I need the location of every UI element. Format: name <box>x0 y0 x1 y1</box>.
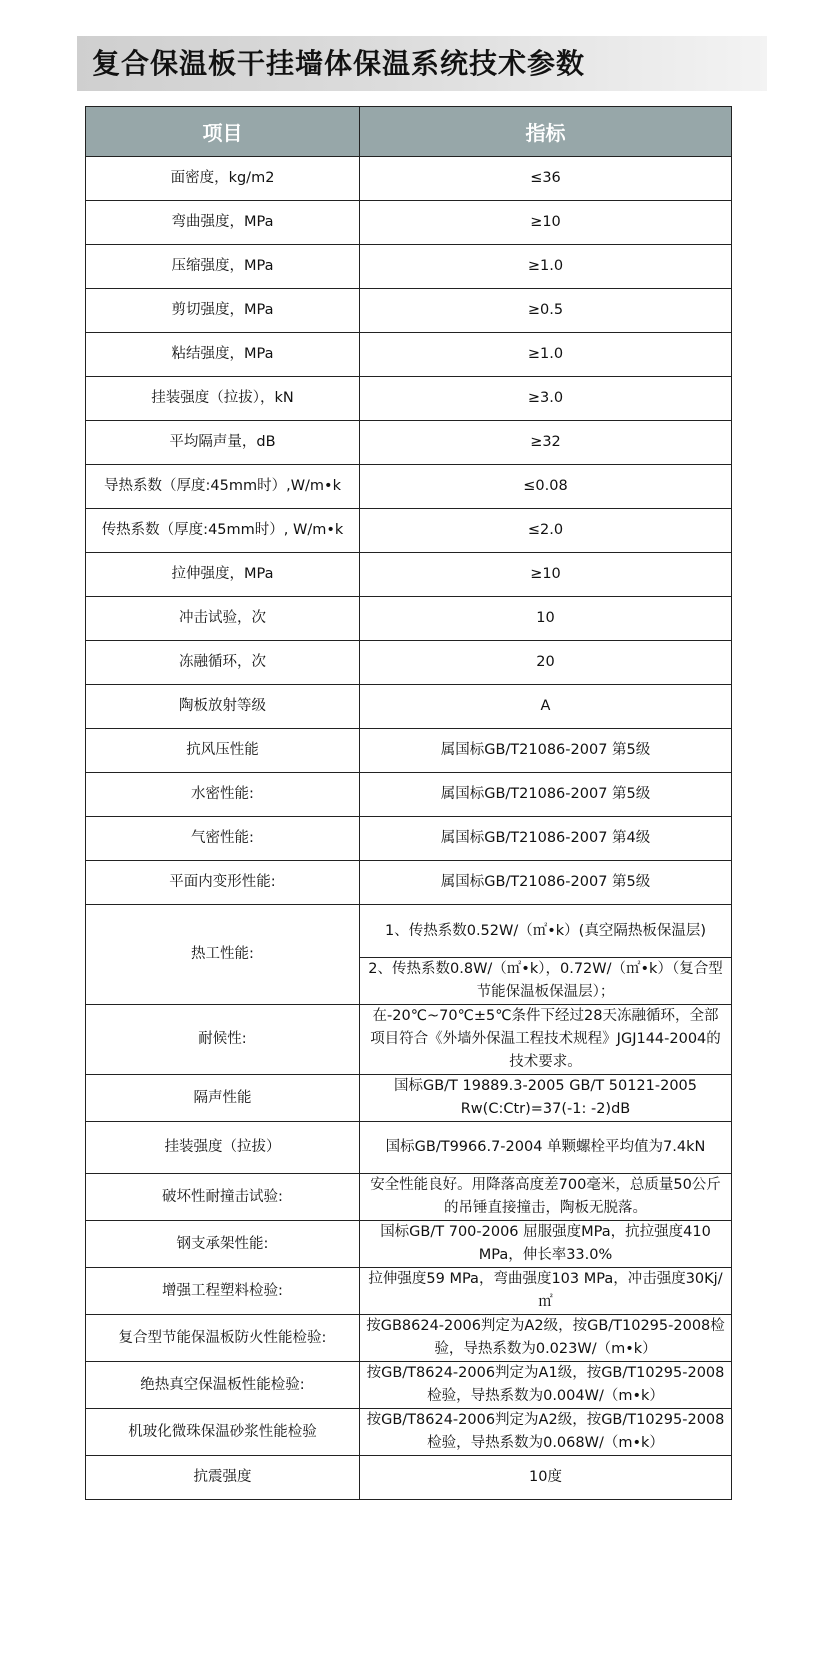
value-cell: ≥3.0 <box>360 377 732 421</box>
table-row <box>86 421 732 465</box>
table-row <box>86 201 732 245</box>
value-cell: 按GB/T8624-2006判定为A2级，按GB/T10295-2008检验，导热系数为0.068W/（m•k） <box>360 1409 732 1456</box>
table-row <box>86 1122 732 1174</box>
table-row <box>86 333 732 377</box>
table-row <box>86 289 732 333</box>
page-title: 复合保温板干挂墙体保温系统技术参数 <box>92 47 586 80</box>
item-cell: 水密性能: <box>86 773 360 817</box>
item-cell: 隔声性能 <box>86 1075 360 1122</box>
item-cell: 挂装强度（拉拔），kN <box>86 377 360 421</box>
value-cell: 属国标GB/T21086-2007 第4级 <box>360 817 732 861</box>
value-cell: 10 <box>360 597 732 641</box>
item-cell: 耐候性: <box>86 1005 360 1075</box>
item-cell: 抗风压性能 <box>86 729 360 773</box>
item-cell: 陶板放射等级 <box>86 685 360 729</box>
item-cell: 传热系数（厚度:45mm时）, W/m•k <box>86 509 360 553</box>
value-cell: ≥0.5 <box>360 289 732 333</box>
value-cell: ≥1.0 <box>360 245 732 289</box>
value-cell: ≥32 <box>360 421 732 465</box>
header-value: 指标 <box>360 107 732 157</box>
item-cell: 压缩强度，MPa <box>86 245 360 289</box>
value-cell: 拉伸强度59 MPa，弯曲强度103 MPa，冲击强度30Kj/㎡ <box>360 1268 732 1315</box>
item-cell: 抗震强度 <box>86 1456 360 1500</box>
value-cell: 1、传热系数0.52W/（㎡•k）(真空隔热板保温层) <box>360 905 732 958</box>
item-cell: 弯曲强度，MPa <box>86 201 360 245</box>
table-row <box>86 1315 732 1362</box>
table-row <box>86 685 732 729</box>
table-row <box>86 641 732 685</box>
value-cell: 按GB/T8624-2006判定为A1级，按GB/T10295-2008检验，导热系数为0.004W/（m•k） <box>360 1362 732 1409</box>
value-cell: 国标GB/T 700-2006 屈服强度MPa，抗拉强度410 MPa，伸长率33.0% <box>360 1221 732 1268</box>
value-cell: 国标GB/T 19889.3-2005 GB/T 50121-2005 Rw(C:Ctr)=37(-1: -2)dB <box>360 1075 732 1122</box>
item-cell: 绝热真空保温板性能检验: <box>86 1362 360 1409</box>
value-cell: 10度 <box>360 1456 732 1500</box>
table-row <box>86 1362 732 1409</box>
table-row <box>86 1409 732 1456</box>
table-row <box>86 245 732 289</box>
item-cell: 钢支承架性能: <box>86 1221 360 1268</box>
item-cell: 冲击试验，次 <box>86 597 360 641</box>
item-cell: 气密性能: <box>86 817 360 861</box>
value-cell: ≤2.0 <box>360 509 732 553</box>
value-cell: 2、传热系数0.8W/（㎡•k），0.72W/（㎡•k）（复合型节能保温板保温层）； <box>360 958 732 1005</box>
table-row <box>86 817 732 861</box>
item-cell: 平面内变形性能: <box>86 861 360 905</box>
value-cell: 在-20℃~70℃±5℃条件下经过28天冻融循环，全部项目符合《外墙外保温工程技术规程》JGJ144-2004的技术要求。 <box>360 1005 732 1075</box>
item-cell: 破坏性耐撞击试验: <box>86 1174 360 1221</box>
item-cell: 机玻化微珠保温砂浆性能检验 <box>86 1409 360 1456</box>
table-row <box>86 597 732 641</box>
table-row <box>86 1268 732 1315</box>
item-cell: 热工性能: <box>86 905 360 1005</box>
table-row <box>86 1174 732 1221</box>
table-row <box>86 377 732 421</box>
table-row <box>86 1221 732 1268</box>
item-cell: 面密度，kg/m2 <box>86 157 360 201</box>
item-cell: 导热系数（厚度:45mm时）,W/m•k <box>86 465 360 509</box>
table-row <box>86 1456 732 1500</box>
value-cell: 按GB8624-2006判定为A2级，按GB/T10295-2008检验，导热系数为0.023W/（m•k） <box>360 1315 732 1362</box>
value-cell: 属国标GB/T21086-2007 第5级 <box>360 773 732 817</box>
value-cell: ≥1.0 <box>360 333 732 377</box>
value-cell: 属国标GB/T21086-2007 第5级 <box>360 729 732 773</box>
item-cell: 剪切强度，MPa <box>86 289 360 333</box>
item-cell: 增强工程塑料检验: <box>86 1268 360 1315</box>
value-cell: 20 <box>360 641 732 685</box>
value-cell: ≥10 <box>360 553 732 597</box>
item-cell: 粘结强度，MPa <box>86 333 360 377</box>
value-cell: 国标GB/T9966.7-2004 单颗螺栓平均值为7.4kN <box>360 1122 732 1174</box>
item-cell: 复合型节能保温板防火性能检验: <box>86 1315 360 1362</box>
value-cell: 属国标GB/T21086-2007 第5级 <box>360 861 732 905</box>
table-row <box>86 773 732 817</box>
value-cell: A <box>360 685 732 729</box>
table-row-thermal <box>86 905 732 958</box>
item-cell: 挂装强度（拉拔） <box>86 1122 360 1174</box>
table-row <box>86 1075 732 1122</box>
value-cell: 安全性能良好。用降落高度差700毫米，总质量50公斤的吊锤直接撞击，陶板无脱落。 <box>360 1174 732 1221</box>
value-cell: ≤36 <box>360 157 732 201</box>
table-row <box>86 553 732 597</box>
table-row <box>86 861 732 905</box>
value-cell: ≤0.08 <box>360 465 732 509</box>
table-row <box>86 1005 732 1075</box>
item-cell: 拉伸强度，MPa <box>86 553 360 597</box>
parameter-table <box>85 106 732 1500</box>
table-row <box>86 729 732 773</box>
item-cell: 冻融循环，次 <box>86 641 360 685</box>
value-cell: ≥10 <box>360 201 732 245</box>
table-row <box>86 509 732 553</box>
table-row <box>86 465 732 509</box>
item-cell: 平均隔声量，dB <box>86 421 360 465</box>
table-row <box>86 157 732 201</box>
table-header-row <box>86 107 732 157</box>
header-item: 项目 <box>86 107 360 157</box>
